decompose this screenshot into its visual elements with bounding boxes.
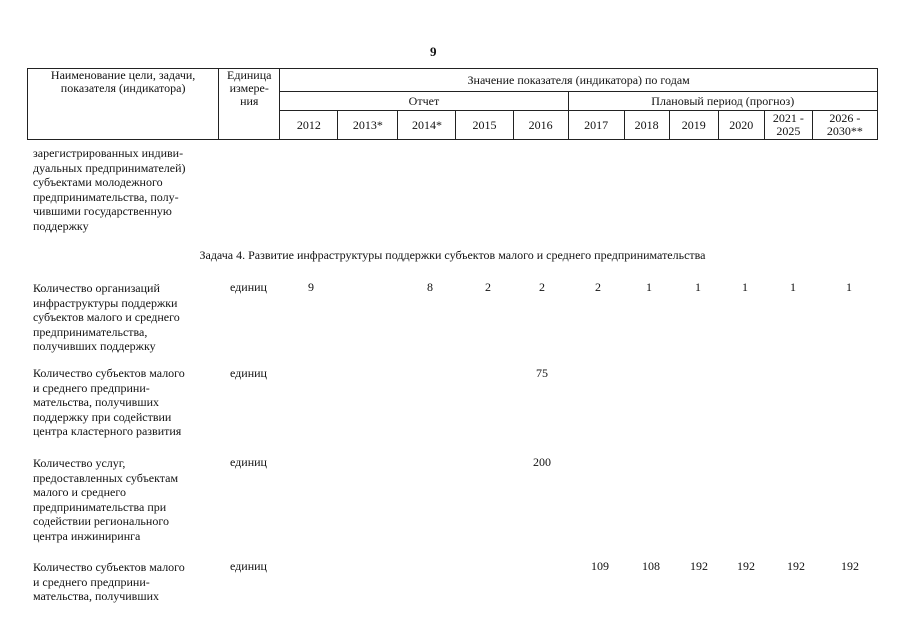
indicator-name: Количество субъектов малого и среднего предприни- мательства, получивших поддержку при содействии центра кластерного развития (33, 366, 185, 439)
header-year: 2018 (624, 111, 669, 140)
header-year: 2013* (338, 111, 398, 140)
header-name-line-2: показателя (индикатора) (60, 81, 186, 95)
value-cell: 200 (533, 455, 551, 469)
value-cell: 1 (742, 280, 748, 294)
continued-indicator-name: зарегистрированных индиви- дуальных предпринимателей) субъектами молодежного предпринимательства, полу- чившими государственную поддержку (33, 146, 186, 233)
value-cell: 1 (695, 280, 701, 294)
header-values-title: Значение показателя (индикатора) по годам (280, 69, 878, 92)
header-table (27, 68, 878, 140)
indicator-name: Количество услуг, предоставленных субъектам малого и среднего предпринимательства при содействии регионального центра инжиниринга (33, 456, 179, 543)
header-unit-line-2: измере- (229, 81, 269, 95)
indicator-unit: единиц (230, 280, 267, 294)
value-cell: 108 (642, 559, 660, 573)
value-cell: 9 (308, 280, 314, 294)
value-cell: 75 (536, 366, 548, 380)
page-number: 9 (430, 44, 437, 59)
value-cell: 192 (690, 559, 708, 573)
indicator-name: Количество субъектов малого и среднего предприни- мательства, получивших (33, 560, 185, 604)
header-year: 2020 (718, 111, 764, 140)
value-cell: 1 (846, 280, 852, 294)
header-name-line-1: Наименование цели, задачи, (50, 68, 196, 82)
indicator-unit: единиц (230, 366, 267, 380)
value-cell: 1 (790, 280, 796, 294)
indicator-unit: единиц (230, 559, 267, 573)
header-year: 2015 (456, 111, 513, 140)
value-cell: 8 (427, 280, 433, 294)
value-cell: 192 (737, 559, 755, 573)
header-name-cell (28, 69, 219, 140)
task-heading: Задача 4. Развитие инфраструктуры поддержки субъектов малого и среднего предпринимательства (199, 248, 706, 262)
header-year: 2017 (568, 111, 624, 140)
header-group-report: Отчет (280, 92, 568, 111)
header-unit-cell (219, 69, 280, 140)
value-cell: 2 (539, 280, 545, 294)
value-cell: 192 (841, 559, 859, 573)
value-cell: 192 (787, 559, 805, 573)
indicator-unit: единиц (230, 455, 267, 469)
indicator-name: Количество организаций инфраструктуры поддержки субъектов малого и среднего предпринимательства, получивших поддержку (33, 281, 180, 354)
header-year: 2026 - 2030** (812, 111, 877, 140)
value-cell: 2 (595, 280, 601, 294)
header-year: 2014* (398, 111, 456, 140)
header-unit-line-1: Единица (227, 68, 272, 82)
header-year: 2012 (280, 111, 338, 140)
value-cell: 2 (485, 280, 491, 294)
header-unit-line-3: ния (240, 94, 259, 108)
header-group-plan: Плановый период (прогноз) (568, 92, 877, 111)
value-cell: 1 (646, 280, 652, 294)
header-year: 2021 - 2025 (764, 111, 812, 140)
header-year: 2019 (669, 111, 718, 140)
value-cell: 109 (591, 559, 609, 573)
header-year: 2016 (513, 111, 568, 140)
